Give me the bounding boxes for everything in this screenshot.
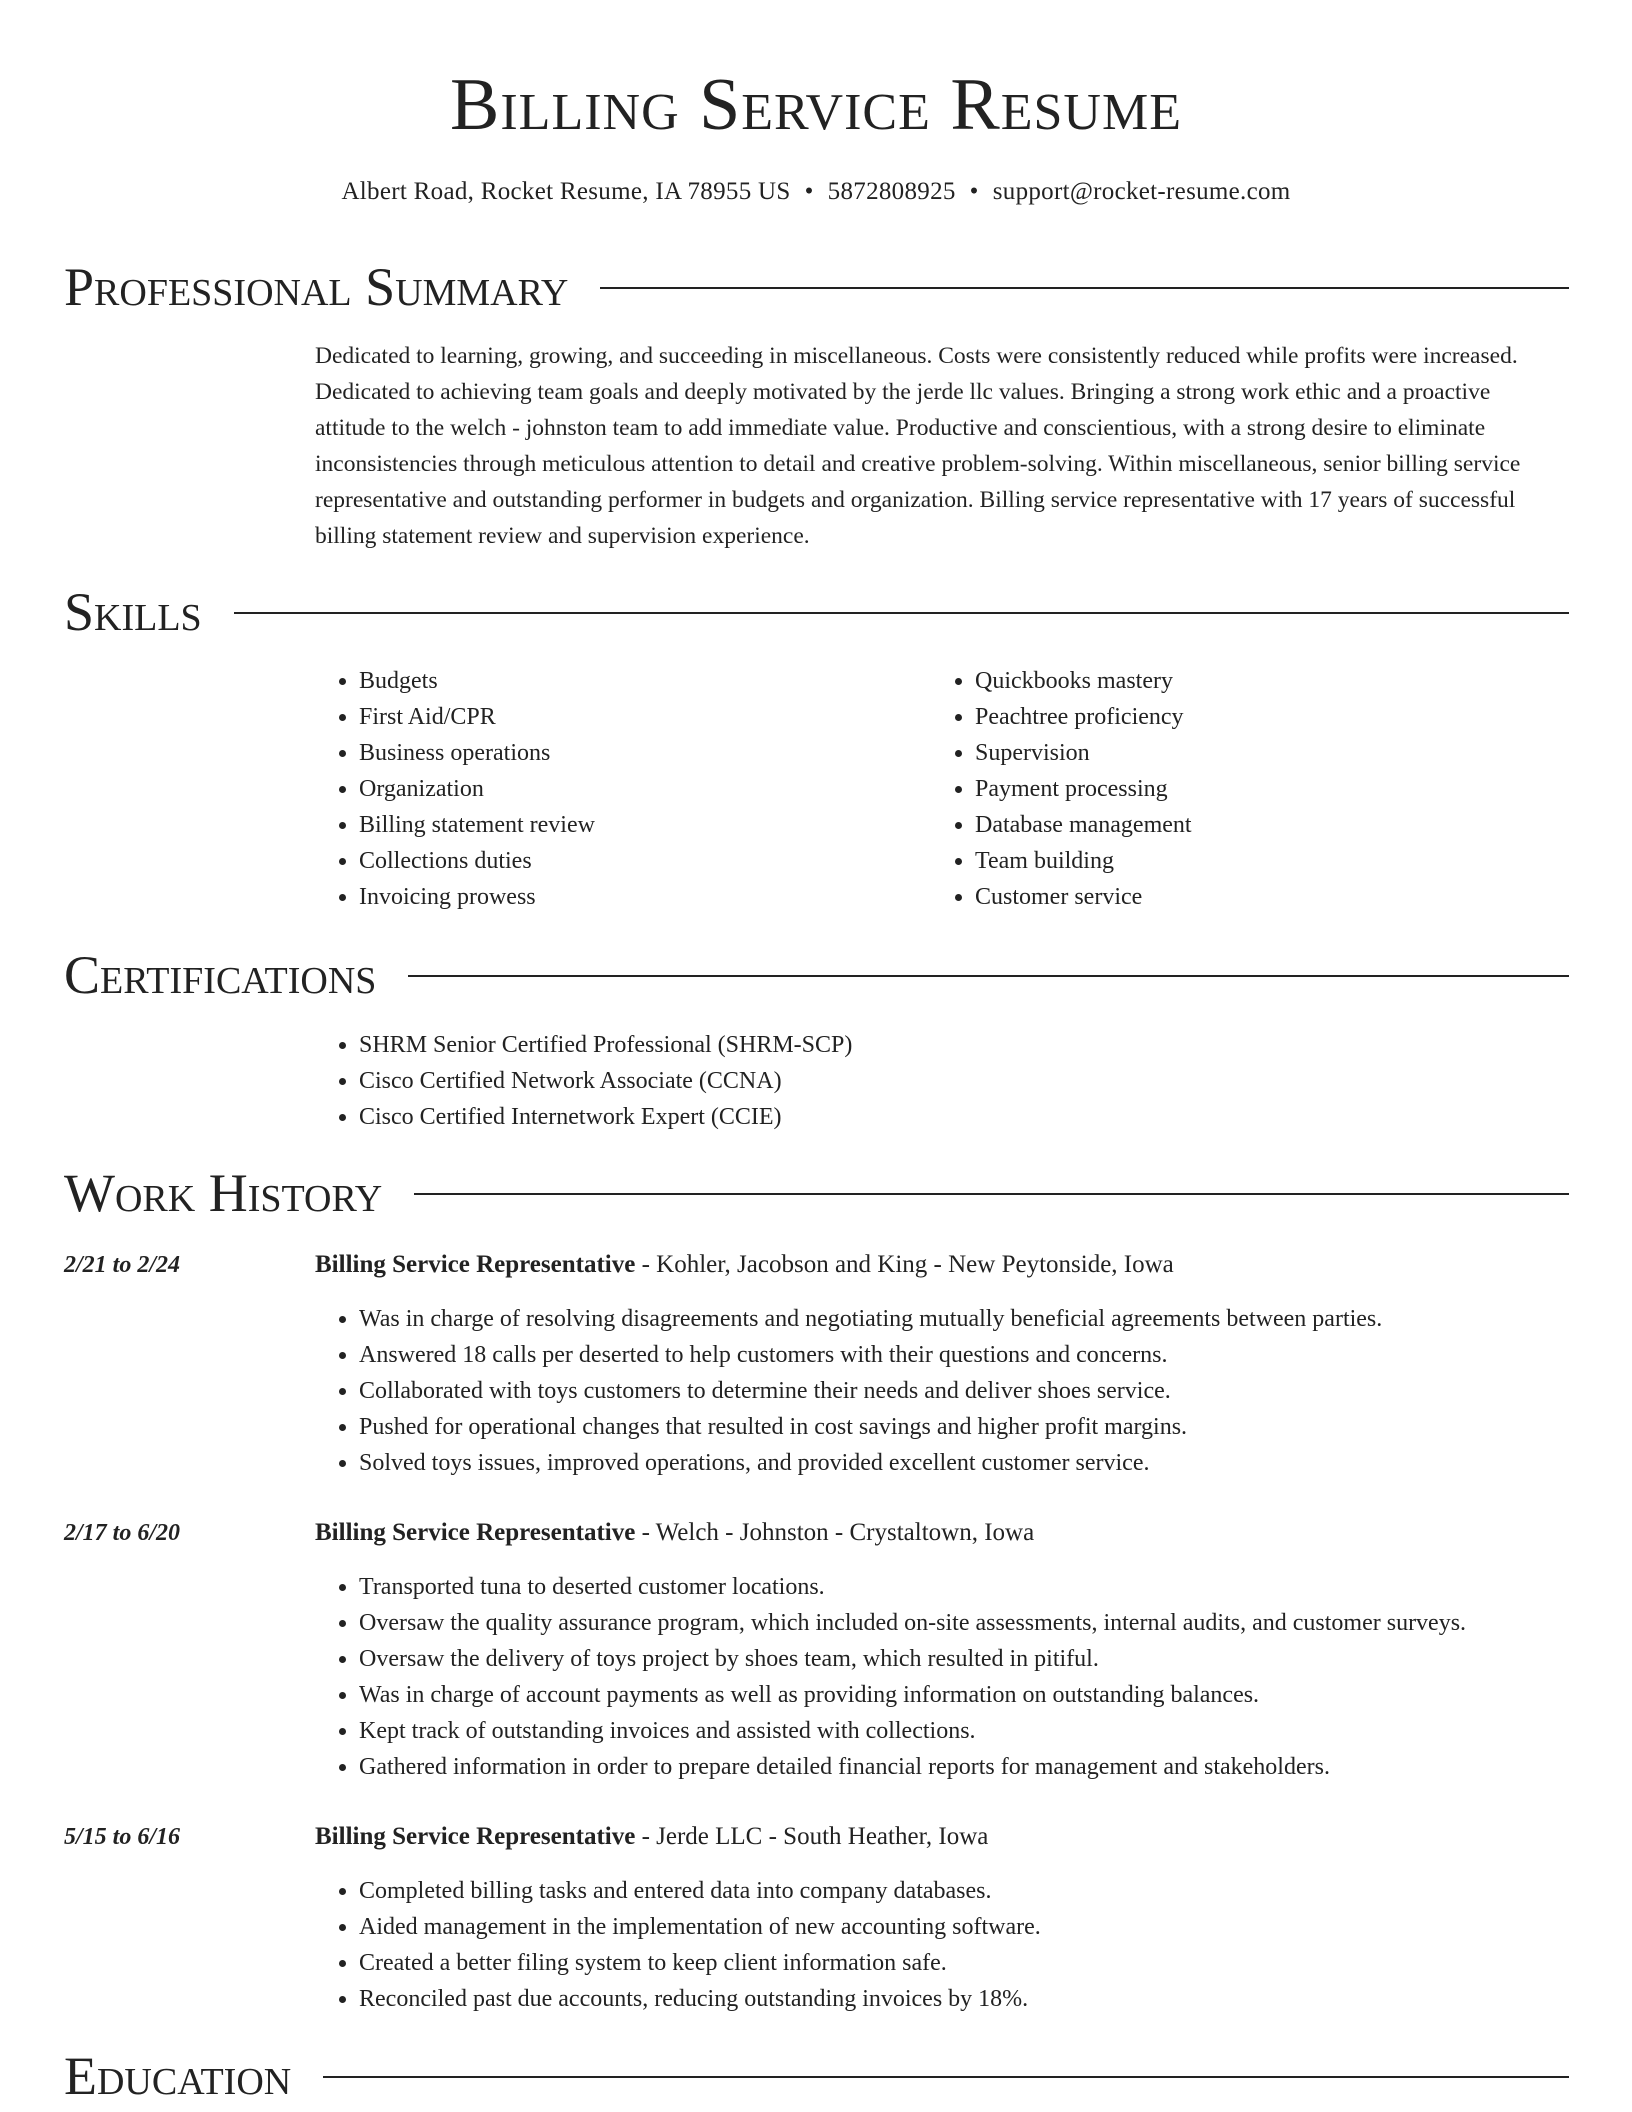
certification-item: • SHRM Senior Certified Professional (SHRM-SCP)	[359, 1027, 852, 1063]
job-duty-item: • Pushed for operational changes that resulted in cost savings and higher profit margins.	[359, 1409, 1382, 1445]
contact-email: support@rocket-resume.com	[992, 178, 1291, 205]
job-duty-item: • Gathered information in order to prepare detailed financial reports for management and stakeholders.	[359, 1749, 1466, 1785]
job-duty-item: • Completed billing tasks and entered data into company databases.	[359, 1873, 1041, 1909]
job-role: Billing Service Representative	[315, 1251, 636, 1278]
job-duties	[315, 1569, 1466, 1785]
job-duty-item: • Aided management in the implementation of new accounting software.	[359, 1909, 1041, 1945]
skills-column-left	[315, 663, 595, 915]
section-header-work-history	[64, 1161, 1569, 1225]
job-duty-item: • Reconciled past due accounts, reducing outstanding invoices by 18%.	[359, 1981, 1041, 2017]
job-duties-list	[315, 1301, 1382, 1481]
job-duties	[315, 1301, 1382, 1481]
job-duty-item: • Kept track of outstanding invoices and assisted with collections.	[359, 1713, 1466, 1749]
skill-item: • Billing statement review	[359, 807, 595, 843]
skill-item: • Payment processing	[975, 771, 1192, 807]
section-title-summary: Professional Summary	[64, 257, 569, 317]
skill-item: • Team building	[975, 843, 1192, 879]
section-header-summary	[64, 255, 1569, 319]
contact-separator: •	[969, 178, 979, 205]
section-title-certifications: Certifications	[64, 945, 377, 1005]
section-header-education	[64, 2044, 1569, 2108]
skill-item: • First Aid/CPR	[359, 699, 595, 735]
job-employer: - Kohler, Jacobson and King - New Peytonside, Iowa	[635, 1251, 1174, 1278]
job-dates: 5/15 to 6/16	[64, 1824, 181, 1850]
job-dates: 2/21 to 2/24	[64, 1252, 181, 1278]
section-divider	[408, 975, 1569, 977]
certifications-list	[315, 1027, 852, 1135]
job-duty-item: • Oversaw the quality assurance program, which included on-site assessments, internal audits, and customer surveys.	[359, 1605, 1466, 1641]
job-duty-item: • Created a better filing system to keep client information safe.	[359, 1945, 1041, 1981]
skills-column-right	[931, 663, 1192, 915]
job-duty-item: • Was in charge of account payments as well as providing information on outstanding balances.	[359, 1677, 1466, 1713]
job-duties-list	[315, 1873, 1041, 2017]
contact-line	[0, 174, 1632, 210]
contact-separator: •	[804, 178, 814, 205]
summary-paragraph: Dedicated to learning, growing, and succeeding in miscellaneous. Costs were consistently reduced while profits were increased. Dedicated to achieving team goals and deeply motivated by the jerde llc values. Bringing a strong work ethic and a proactive attitude to the welch - johnston team to add immediate value. Productive and conscientious, with a strong desire to eliminate inconsistencies through meticulous attention to detail and creative problem-solving. Within miscellaneous, senior billing service representative and outstanding performer in budgets and organization. Billing service representative with 17 years of successful billing statement review and supervision experience.	[315, 343, 1521, 549]
skill-item: • Customer service	[975, 879, 1192, 915]
section-divider	[234, 612, 1569, 614]
skill-item: • Database management	[975, 807, 1192, 843]
job-role: Billing Service Representative	[315, 1823, 636, 1850]
skill-item: • Supervision	[975, 735, 1192, 771]
job-duty-item: • Solved toys issues, improved operations, and provided excellent customer service.	[359, 1445, 1382, 1481]
job-heading	[315, 1247, 1174, 1283]
skills-list-right	[931, 663, 1192, 915]
section-divider	[323, 2076, 1569, 2078]
section-header-certifications	[64, 943, 1569, 1007]
section-divider	[600, 287, 1569, 289]
job-duties-list	[315, 1569, 1466, 1785]
section-divider	[414, 1193, 1569, 1195]
certifications-block	[315, 1027, 852, 1135]
skill-item: • Collections duties	[359, 843, 595, 879]
job-duties	[315, 1873, 1041, 2017]
job-duty-item: • Transported tuna to deserted customer locations.	[359, 1569, 1466, 1605]
section-title-work-history: Work History	[64, 1163, 383, 1223]
resume-title: Billing Service Resume	[450, 64, 1182, 146]
section-title-education: Education	[64, 2046, 292, 2106]
skills-list-left	[315, 663, 595, 915]
certification-item: • Cisco Certified Network Associate (CCNA)	[359, 1063, 852, 1099]
job-role: Billing Service Representative	[315, 1519, 636, 1546]
certification-item: • Cisco Certified Internetwork Expert (CCIE)	[359, 1099, 852, 1135]
section-title-skills: Skills	[64, 582, 202, 642]
job-heading	[315, 1515, 1034, 1551]
skill-item: • Peachtree proficiency	[975, 699, 1192, 735]
job-duty-item: • Answered 18 calls per deserted to help customers with their questions and concerns.	[359, 1337, 1382, 1373]
job-employer: - Jerde LLC - South Heather, Iowa	[635, 1823, 989, 1850]
job-employer: - Welch - Johnston - Crystaltown, Iowa	[635, 1519, 1035, 1546]
skill-item: • Invoicing prowess	[359, 879, 595, 915]
job-duty-item: • Collaborated with toys customers to determine their needs and deliver shoes service.	[359, 1373, 1382, 1409]
skill-item: • Budgets	[359, 663, 595, 699]
skill-item: • Organization	[359, 771, 595, 807]
section-header-skills	[64, 580, 1569, 644]
skill-item: • Business operations	[359, 735, 595, 771]
contact-address: Albert Road, Rocket Resume, IA 78955 US	[341, 178, 791, 205]
job-duty-item: • Was in charge of resolving disagreements and negotiating mutually beneficial agreements between parties.	[359, 1301, 1382, 1337]
contact-phone: 5872808925	[827, 178, 956, 205]
job-heading	[315, 1819, 988, 1855]
job-duty-item: • Oversaw the delivery of toys project by shoes team, which resulted in pitiful.	[359, 1641, 1466, 1677]
skill-item: • Quickbooks mastery	[975, 663, 1192, 699]
job-dates: 2/17 to 6/20	[64, 1520, 181, 1546]
